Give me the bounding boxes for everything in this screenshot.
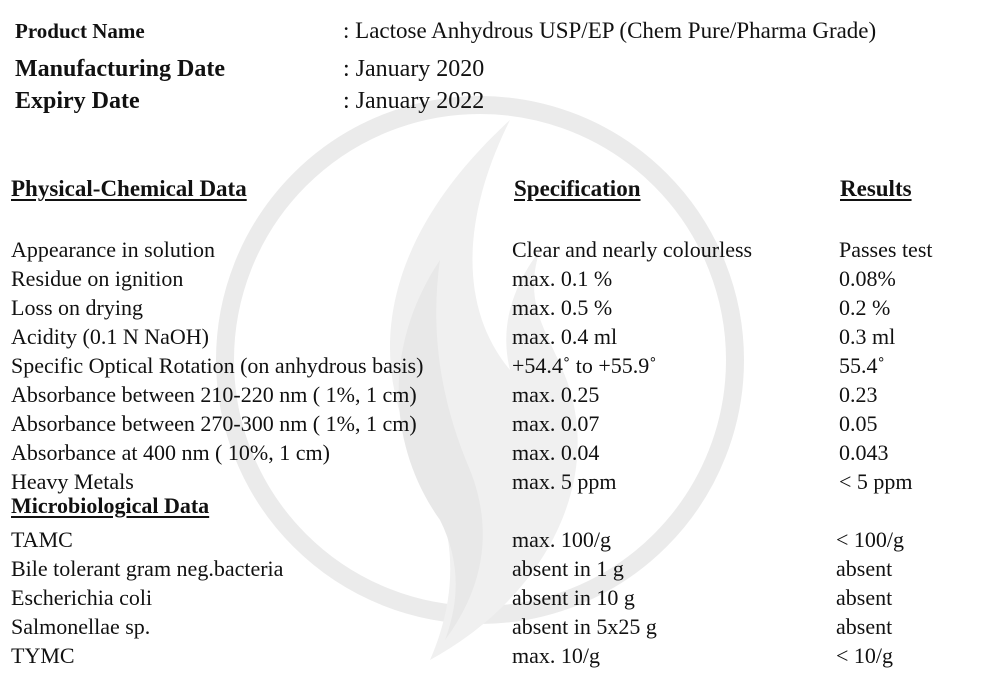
result-cell: 55.4˚ bbox=[839, 353, 885, 378]
specification-cell: absent in 1 g bbox=[512, 556, 624, 581]
result-cell: 0.043 bbox=[839, 440, 889, 465]
table-row bbox=[0, 235, 1000, 264]
specification-cell: max. 0.04 bbox=[512, 440, 600, 465]
table-row bbox=[0, 641, 1000, 670]
result-cell: < 5 ppm bbox=[839, 469, 913, 494]
physical-chemical-table bbox=[0, 235, 1000, 496]
table-row bbox=[0, 438, 1000, 467]
table-row bbox=[0, 293, 1000, 322]
expiry-date-label: Expiry Date bbox=[15, 88, 140, 114]
parameter-cell: Heavy Metals bbox=[11, 469, 134, 494]
table-row bbox=[0, 380, 1000, 409]
parameter-cell: Escherichia coli bbox=[11, 585, 153, 610]
specification-cell: absent in 5x25 g bbox=[512, 614, 657, 639]
table-row bbox=[0, 467, 1000, 496]
parameter-cell: Residue on ignition bbox=[11, 266, 184, 291]
table-row bbox=[0, 554, 1000, 583]
result-cell: < 10/g bbox=[836, 643, 894, 668]
parameter-cell: Specific Optical Rotation (on anhydrous basis) bbox=[11, 353, 424, 378]
table-row bbox=[0, 409, 1000, 438]
result-cell: < 100/g bbox=[836, 527, 905, 552]
table-row bbox=[0, 264, 1000, 293]
microbiological-table bbox=[0, 525, 1000, 670]
parameter-cell: Bile tolerant gram neg.bacteria bbox=[11, 556, 284, 581]
parameter-cell: Absorbance between 210-220 nm ( 1%, 1 cm) bbox=[11, 382, 417, 407]
specification-cell: max. 10/g bbox=[512, 643, 600, 668]
column-header-results: Results bbox=[840, 176, 912, 201]
result-cell: 0.05 bbox=[839, 411, 878, 436]
parameter-cell: Absorbance between 270-300 nm ( 1%, 1 cm) bbox=[11, 411, 417, 436]
result-cell: absent bbox=[836, 556, 893, 581]
table-row bbox=[0, 612, 1000, 641]
specification-cell: max. 0.1 % bbox=[512, 266, 613, 291]
product-name-value: : Lactose Anhydrous USP/EP (Chem Pure/Pharma Grade) bbox=[343, 18, 877, 43]
column-header-parameter: Physical-Chemical Data bbox=[11, 176, 247, 201]
specification-cell: max. 0.5 % bbox=[512, 295, 613, 320]
table-row bbox=[0, 583, 1000, 612]
column-header-specification: Specification bbox=[514, 176, 641, 201]
specification-cell: max. 100/g bbox=[512, 527, 611, 552]
specification-cell: max. 0.07 bbox=[512, 411, 600, 436]
result-cell: Passes test bbox=[839, 237, 933, 262]
parameter-cell: Absorbance at 400 nm ( 10%, 1 cm) bbox=[11, 440, 330, 465]
expiry-date-value: : January 2022 bbox=[343, 88, 485, 114]
result-cell: 0.2 % bbox=[839, 295, 891, 320]
parameter-cell: Salmonellae sp. bbox=[11, 614, 151, 639]
manufacturing-date-label: Manufacturing Date bbox=[15, 56, 225, 82]
result-cell: absent bbox=[836, 614, 893, 639]
parameter-cell: Appearance in solution bbox=[11, 237, 216, 262]
parameter-cell: Acidity (0.1 N NaOH) bbox=[11, 324, 209, 349]
result-cell: 0.3 ml bbox=[839, 324, 896, 349]
parameter-cell: TYMC bbox=[11, 643, 75, 668]
specification-cell: max. 5 ppm bbox=[512, 469, 617, 494]
result-cell: 0.23 bbox=[839, 382, 878, 407]
specification-cell: Clear and nearly colourless bbox=[512, 237, 753, 262]
result-cell: absent bbox=[836, 585, 893, 610]
specification-cell: max. 0.25 bbox=[512, 382, 600, 407]
manufacturing-date-value: : January 2020 bbox=[343, 56, 485, 82]
result-cell: 0.08% bbox=[839, 266, 896, 291]
table-row bbox=[0, 322, 1000, 351]
table-row bbox=[0, 525, 1000, 554]
product-name-label: Product Name bbox=[15, 19, 145, 43]
specification-cell: max. 0.4 ml bbox=[512, 324, 618, 349]
parameter-cell: TAMC bbox=[11, 527, 73, 552]
specification-cell: absent in 10 g bbox=[512, 585, 635, 610]
specification-cell: +54.4˚ to +55.9˚ bbox=[512, 353, 657, 378]
microbiological-section-title: Microbiological Data bbox=[11, 493, 210, 518]
parameter-cell: Loss on drying bbox=[11, 295, 143, 320]
table-row bbox=[0, 351, 1000, 380]
